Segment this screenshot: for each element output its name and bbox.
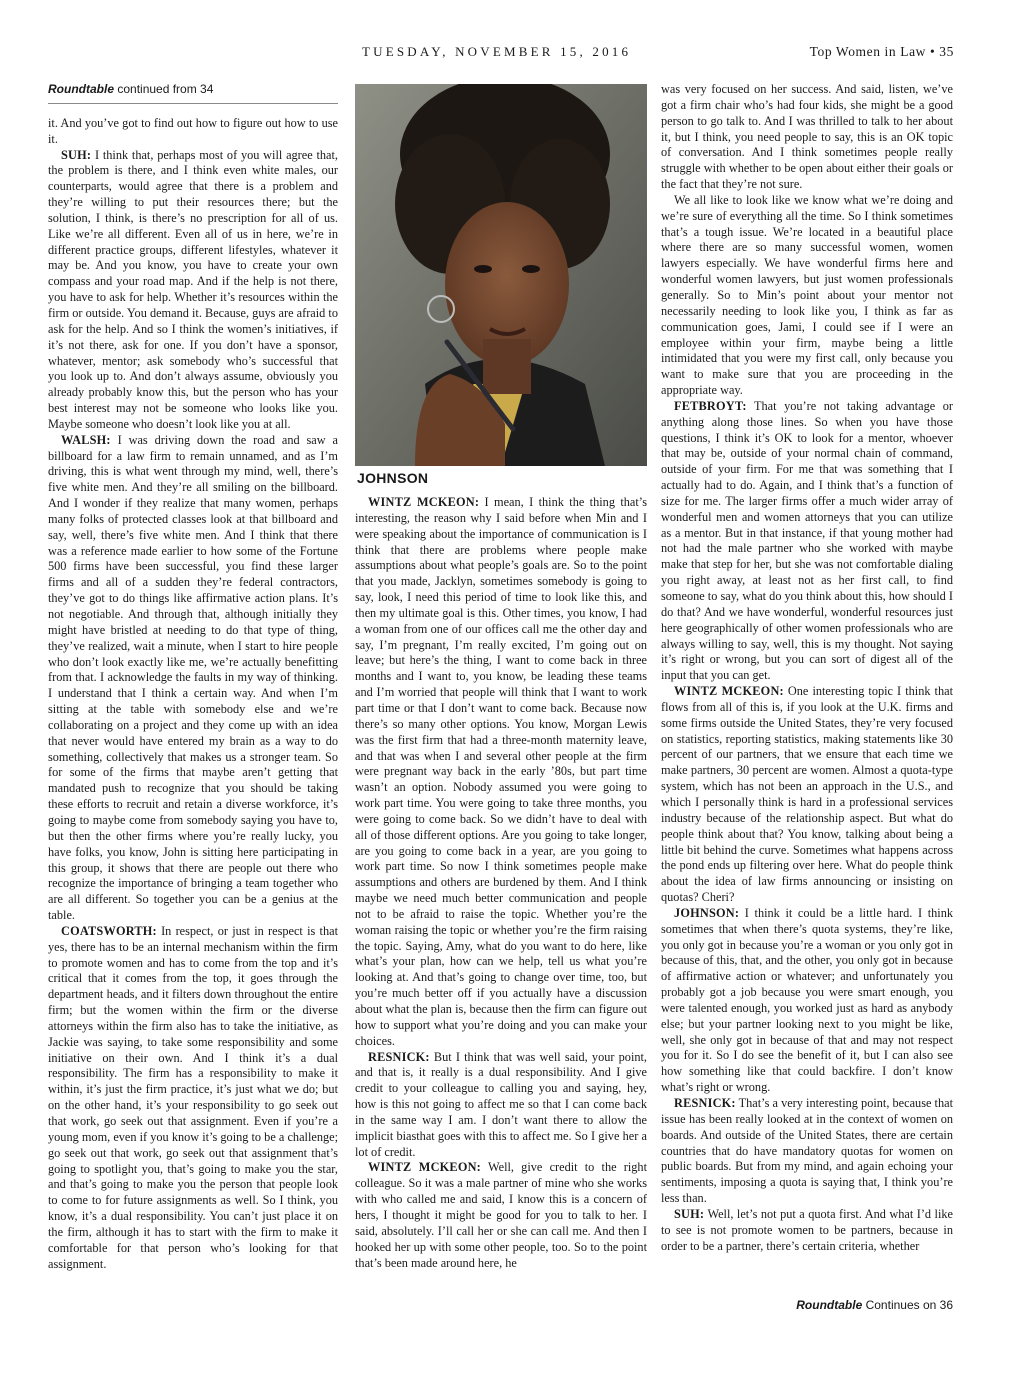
paragraph-text: Well, let’s not put a quota first. And what I’d like to see is not promote women to be partners, because in order to be a partner, there’s certain criteria, whether <box>661 1206 953 1253</box>
paragraph-text: But I think that was well said, your point, and that is, it really is a dual responsibility. And I give credit to your colleague to calling you and saying, hey, how is this not going to affect me so that I can come back in the same way I am. I don’t want there to allow the implicit biasthat goes with this to affect me. So I give her a lot of credit. <box>355 1049 647 1159</box>
speaker-name: COATSWORTH: <box>61 923 157 938</box>
paragraph <box>48 148 338 433</box>
left-column <box>48 82 338 1272</box>
photo-caption: JOHNSON <box>357 470 429 486</box>
speaker-name: RESNICK: <box>674 1096 736 1110</box>
paragraph <box>48 433 338 924</box>
speaker-name: WINTZ MCKEON: <box>674 684 784 699</box>
paragraph <box>661 82 953 193</box>
paragraph <box>661 193 953 399</box>
paragraph <box>48 924 338 1273</box>
paragraph <box>355 495 647 1050</box>
continued-on-text: Continues on 36 <box>865 1298 953 1312</box>
speaker-name: WINTZ MCKEON: <box>368 495 480 509</box>
portrait-illustration <box>355 84 647 466</box>
paragraph-text: That you’re not taking advantage or anything along those lines. So when you have those questions, I think it’s OK to look for a mentor, whoever that may be, outside of your normal chain of command, outside of your firm. For me that was something that I actually had to do. Again, and I think that’s a function of size for me. The larger firms offer a much wider array of wonderful men and women attorneys that you can utilize as a mentor. But in that instance, if that young mother had not had the male partner who she worked with maybe make that step for her, but she was not comfortable dialing you right away, at least not as her first call, to find someone to say, what do you think about this, how should I do that? And we have wonderful, wonderful resources just here geographically of other women professionals who are always willing to say, well, this is my thought. Not saying it’s right or wrong, but you can sort of digest all of the input that you can get. <box>661 398 953 683</box>
continued-from-label: Roundtable <box>48 82 114 96</box>
paragraph-text: it. And you’ve got to find out how to figure out how to use it. <box>48 115 338 146</box>
paragraph <box>661 399 953 684</box>
paragraph-text: In respect, or just in respect is that yes, there has to be an internal mechanism within the firm to promote women and has to come from the top and it’s critical that it comes from the top, it goes through the department heads, and it filters down throughout the entire firm; but the women within the firm or the diverse attorneys within the firm also has to take the initiative, as Jackie was saying, to take some responsibility and some initiative on their own. And I think it’s a dual responsibility. The firm has a responsibility to make it within, it’s just the firm practice, it’s just what we do; but on the other hand, it’s your responsibility to go seek out that work, go seek out that assignment. Even if you’re a young mom, even if you know it’s going to be a challenge; go seek out that work, go seek out that assignment that’s going to spotlight you, that’s going to make you the star, and that’s going to make you the person that people look to come to for future assignments as well. So I think, you know, it’s a dual responsibility. You can’t just place it on the firm, although it has to start with the firm to make it comfortable for that person who’s looking for that assignment. <box>48 923 338 1271</box>
speaker-name: JOHNSON: <box>674 905 740 920</box>
speaker-name: WINTZ MCKEON: <box>368 1160 481 1175</box>
continued-on-line <box>796 1298 953 1312</box>
section-page-number: Top Women in Law • 35 <box>809 44 954 59</box>
paragraph-text: We all like to look like we know what we’re doing and we’re sure of everything all the time. So I think sometimes that’s a tough issue. We’re located in a beautiful place where there are so many successful women, women lawyers especially. We have wonderful firms here and wonderful women lawyers, but just women professionals generally. So to Min’s point about your mentor not necessarily needing to look like you, I think as far as communication goes, Jami, I could see if I were an employee within your firm, maybe being a little intimidated that you were my first call, only because you want to make sure that you are proceeding in the appropriate way. <box>661 192 953 398</box>
speaker-name: WALSH: <box>61 432 111 447</box>
right-column <box>661 82 953 1254</box>
paragraph-text: One interesting topic I think that flows from all of this is, if you look at the U.K. firms and some firms outside the United States, they’re very focused on statistics, reporting statistics, making statements like 30 percent of our partners, that we ensure that each time we make partners, 30 percent are women. Almost a quota-type system, which has not been an approach in the U.S., and which I personally think is hard in a professional services industry because of the relationship aspect. But what do people think about that? You know, talking about being a little bit behind the curve. Sometimes what happens across the pond ends up filtering over here. What do people think about the idea of law firms announcing or insisting on quotas? Cheri? <box>661 684 953 905</box>
paragraph <box>355 1050 647 1161</box>
paragraph-text: That’s a very interesting point, because that issue has been really looked at in the context of women on boards. And outside of the United States, there are certain countries that do have mandatory quotas for women on public boards. But from my mind, and again echoing your sentiments, imposing a quota is saying that, I think you’re less than. <box>661 1096 953 1206</box>
continued-from-text: continued from 34 <box>117 82 214 96</box>
issue-date: TUESDAY, NOVEMBER 15, 2016 <box>362 44 632 59</box>
speaker-name: SUH: <box>61 147 92 162</box>
johnson-portrait-photo <box>355 84 647 466</box>
paragraph <box>355 1160 647 1271</box>
paragraph <box>661 1207 953 1255</box>
paragraph-text: Well, give credit to the right colleague. So it was a male partner of mine who she works with who called me and said, I know this is a concern of hers, I thought it might be good for you to talk to her. I said, absolutely. I’ll call her or she can call me. And then I hooked her up with some other people, too. So to the point that’s been made around here, he <box>355 1160 647 1270</box>
continued-from-line <box>48 82 338 104</box>
paragraph <box>661 906 953 1096</box>
middle-column <box>355 495 647 1271</box>
paragraph-text: was very focused on her success. And said, listen, we’ve got a firm chair who’s had four kids, she might be a good person to go talk to. And I was thrilled to talk to her about it, but I think, you need people to say, this is an OK topic of conversation. And I think sometimes people really struggle with whether to be open about either their goals or the fact that they’re not sure. <box>661 82 953 192</box>
paragraph <box>661 1096 953 1207</box>
speaker-name: FETBROYT: <box>674 398 747 413</box>
speaker-name: RESNICK: <box>368 1049 430 1064</box>
paragraph-text: I mean, I think the thing that’s interesting, the reason why I said before when Min and I were speaking about the importance of communication is I think that there are problems where people make assumptions about what people’s goals are. So to the point that you made, Jacklyn, sometimes somebody is going to say, look, I need this period of time to look like this, and then my ultimate goal is this. Other times, you know, I had a woman from one of our offices call me the other day and say, I’m pregnant, I’m really excited, I’m going out on leave; but here’s the thing, I want to come back in three months and I want to, you know, be leading these teams and I’m worried that people will think that I want to work part time or that I don’t want to come back. Because now there’s so many other options. You know, Morgan Lewis was the first firm that had a three-month maternity leave, and that was when I and several other people at the firm were pregnant way back in the early ’80s, but part time wasn’t an option. Nobody assumed you were going to work part time. You were going to take three months, you were going to come back. So we didn’t have to deal with all of those different options. Are you going to take longer, are you going to come back in a year, are you going to work part time. So now I think sometimes people make assumptions and others are burdened by them. And I think maybe we need much better communication and people not to be afraid to raise the topic. Whether you’re the woman raising the topic or whether you’re the firm raising the topic. Saying, Amy, what do you want to do here, like what’s your plan, how can we help, tell us what you’re looking at. And that’s going to change over time, too, but you’re much better off if you actually have a discussion about what the plan is, because then the firm can figure out how to support what you’re doing and you can make your choices. <box>355 495 647 1048</box>
paragraph <box>48 116 338 148</box>
paragraph-text: I think that, perhaps most of you will agree that, the problem is there, and I think even white males, our counterparts, would agree that there is a problem and they’re willing to put their resources there; but the solution, I think, is there’s no prescription for all of us. Like we’re all different. Even all of us in here, we’re in different practice groups, different lifestyles, whatever it may be. And you know, you have to create your own compass and your road map. And if the help is not there, you have to ask for help. Whether it’s resources within the firm or outside. You demand it. Because, guys are afraid to ask for the help. And so I think the women’s initiatives, if it’s not there, ask for one. If you don’t have a sponsor, whatever, mentor; ask somebody who’s successful that you look up to. And don’t always assume, obviously you already probably know this, but the person who has your best interest may not be someone who looks like you. Maybe someone who doesn’t look like you at all. <box>48 147 338 431</box>
paragraph <box>661 684 953 906</box>
paragraph-text: I think it could be a little hard. I think sometimes that when there’s quota systems, they’re like, you only got in because you’re a woman or you only got in because of this, that, and the other, you only got in because of affirmative action or whatever; and unfortunately you probably got a job because you were smart enough, you were talented enough, you worked just as hard as anybody else; but your partner looking next to you might be like, well, she only got in because of that and may not respect you for it. So I do see the benefit of it, but I can also see how something like that could backfire. I don’t know what’s right or wrong. <box>661 905 953 1095</box>
speaker-name: SUH: <box>674 1206 705 1221</box>
running-head <box>48 44 954 66</box>
paragraph-text: I was driving down the road and saw a billboard for a law firm to remain unnamed, and as I’m driving, this is what went through my mind, well, there’s five white men. And they’re all smiling on the billboard. And I wonder if they realize that many women, perhaps many folks of protected classes look at that billboard and say, well, there’s five white men. And I think that there was a reference made earlier to how some of the Fortune 500 firms have been successful, you find these larger firms and all of a sudden they’re federal contractors, they’ve got to do things like affirmative action plans. It’s not negotiable. And through that, although initially they might have bristled at needing to do that type of thing, they’ve realized, wait a minute, when I start to hire people who don’t look exactly like me, we’re actually benefitting from that. I acknowledge the faults in my way of thinking. I understand that I think a certain way. And when I’m sitting at the table with somebody else and we’re collaborating on a project and they come up with an idea that never would have entered my brain as a way to do something, collectively that makes us a stronger team. So for some of the firms that maybe aren’t getting that mandated push to recognize that you should be taking these efforts to recruit and retain a diverse workforce, it’s going to maybe come from somebody saying you have to, but then the other firms where you’re really lucky, you have folks, you know, John is sitting here participating in this group, it shows that there are people out there who recognize the importance of bringing a team together who are all different. So together you can be a genius at the table. <box>48 432 338 923</box>
continued-on-label: Roundtable <box>796 1298 863 1312</box>
